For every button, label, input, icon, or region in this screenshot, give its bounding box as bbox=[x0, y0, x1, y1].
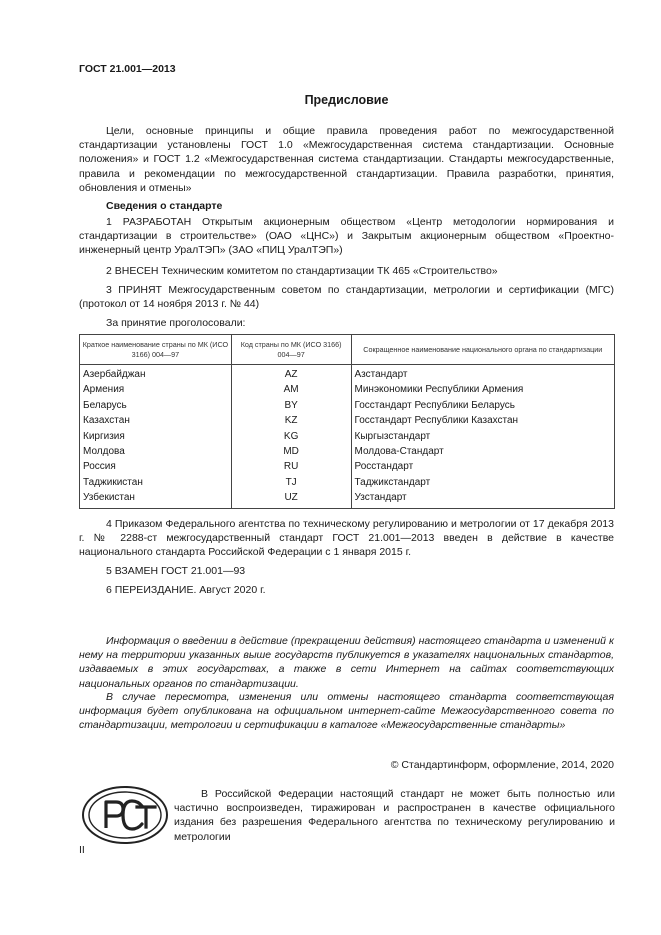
intro-paragraph: Цели, основные принципы и общие правила проведения работ по межгосударственной стандартизации установлены ГОСТ 1.0 «Межгосударственная система стандартизации. Основные положения» и ГОСТ 1.2 «Межгосударственная система стандартизации. Стандарты межгосударственные, правила и рекомендации по межгосударственной стандартизации. Правила разработки, принятия, обновления и отмены» bbox=[79, 125, 614, 194]
standards-body: Госстандарт Республики Беларусь bbox=[351, 398, 615, 413]
country-code: KG bbox=[231, 429, 351, 444]
page-number: II bbox=[79, 844, 85, 856]
voting-table bbox=[79, 334, 615, 509]
voted-label: За принятие проголосовали: bbox=[106, 317, 246, 329]
page-title: Предисловие bbox=[304, 93, 389, 107]
country-code: UZ bbox=[231, 490, 351, 508]
country-name: Армения bbox=[80, 382, 232, 397]
country-code: KZ bbox=[231, 413, 351, 428]
table-row bbox=[80, 382, 615, 397]
country-name: Азербайджан bbox=[80, 365, 232, 383]
item-6-reissue: 6 ПЕРЕИЗДАНИЕ. Август 2020 г. bbox=[106, 584, 266, 596]
table-row bbox=[80, 398, 615, 413]
country-code: AZ bbox=[231, 365, 351, 383]
country-code: MD bbox=[231, 444, 351, 459]
country-code: TJ bbox=[231, 475, 351, 490]
country-code: RU bbox=[231, 459, 351, 474]
header-country-code: Код страны по МК (ИСО 3166) 004—97 bbox=[231, 335, 351, 365]
about-heading: Сведения о стандарте bbox=[106, 200, 223, 212]
header-standards-body: Сокращенное наименование национального органа по стандартизации bbox=[351, 335, 615, 365]
standards-body: Азстандарт bbox=[351, 365, 615, 383]
standards-body: Таджикстандарт bbox=[351, 475, 615, 490]
standards-body: Росстандарт bbox=[351, 459, 615, 474]
table-row bbox=[80, 444, 615, 459]
standards-body: Госстандарт Республики Казахстан bbox=[351, 413, 615, 428]
table-row bbox=[80, 490, 615, 508]
standards-body: Узстандарт bbox=[351, 490, 615, 508]
item-2-introduced: 2 ВНЕСЕН Техническим комитетом по стандартизации ТК 465 «Строительство» bbox=[106, 265, 498, 277]
header-country-name: Краткое наименование страны по МК (ИСО 3166) 004—97 bbox=[80, 335, 232, 365]
table-row bbox=[80, 413, 615, 428]
standards-body: Минэкономики Республики Армения bbox=[351, 382, 615, 397]
table-row bbox=[80, 365, 615, 383]
country-name: Таджикистан bbox=[80, 475, 232, 490]
country-name: Россия bbox=[80, 459, 232, 474]
standards-body: Молдова-Стандарт bbox=[351, 444, 615, 459]
item-3-adopted: 3 ПРИНЯТ Межгосударственным советом по стандартизации, метрологии и сертификации (МГС) (протокол от 14 ноября 2013 г. № 44) bbox=[79, 284, 614, 311]
rst-mark-icon bbox=[80, 784, 170, 846]
info-paragraph-1: Информация о введении в действие (прекращении действия) настоящего стандарта и изменений к нему на территории указанных выше государств публикуется в указателях национальных стандартов, издаваемых в этих государствах, а также в сети Интернет на сайтах соответствующих национальных органов по стандартизации. bbox=[79, 635, 614, 690]
table-row bbox=[80, 459, 615, 474]
table-row bbox=[80, 429, 615, 444]
table-header-row bbox=[80, 335, 615, 365]
table-row bbox=[80, 475, 615, 490]
copyright: © Стандартинформ, оформление, 2014, 2020 bbox=[390, 759, 614, 771]
standard-code: ГОСТ 21.001—2013 bbox=[79, 63, 176, 75]
country-name: Молдова bbox=[80, 444, 232, 459]
item-4-order: 4 Приказом Федерального агентства по техническому регулированию и метрологии от 17 декабря 2013 г. № 2288-ст межгосударственный стандарт ГОСТ 21.001—2013 введен в действие в качестве национального стандарта Российской Федерации с 1 января 2015 г. bbox=[79, 518, 614, 559]
standards-body: Кыргызстандарт bbox=[351, 429, 615, 444]
item-1-developed: 1 РАЗРАБОТАН Открытым акционерным обществом «Центр методологии нормирования и стандартизации в строительстве» (ОАО «ЦНС») и Закрытым акционерным обществом «Проектно-инженерный центр УралТЭП» (ЗАО «ПИЦ УралТЭП») bbox=[79, 216, 614, 257]
country-name: Беларусь bbox=[80, 398, 232, 413]
info-paragraph-2: В случае пересмотра, изменения или отмены настоящего стандарта соответствующая информация будет опубликована на официальном интернет-сайте Межгосударственного совета по стандартизации, метрологии и сертификации в каталоге «Межгосударственные стандарты» bbox=[79, 691, 614, 732]
country-code: AM bbox=[231, 382, 351, 397]
country-name: Узбекистан bbox=[80, 490, 232, 508]
reproduction-notice: В Российской Федерации настоящий стандарт не может быть полностью или частично воспроизведен, тиражирован и распространен в качестве официального издания без разрешения Федерального агентства по техническому регулированию и метрологии bbox=[174, 788, 615, 843]
country-name: Киргизия bbox=[80, 429, 232, 444]
country-name: Казахстан bbox=[80, 413, 232, 428]
country-code: BY bbox=[231, 398, 351, 413]
item-5-replaces: 5 ВЗАМЕН ГОСТ 21.001—93 bbox=[106, 565, 246, 577]
